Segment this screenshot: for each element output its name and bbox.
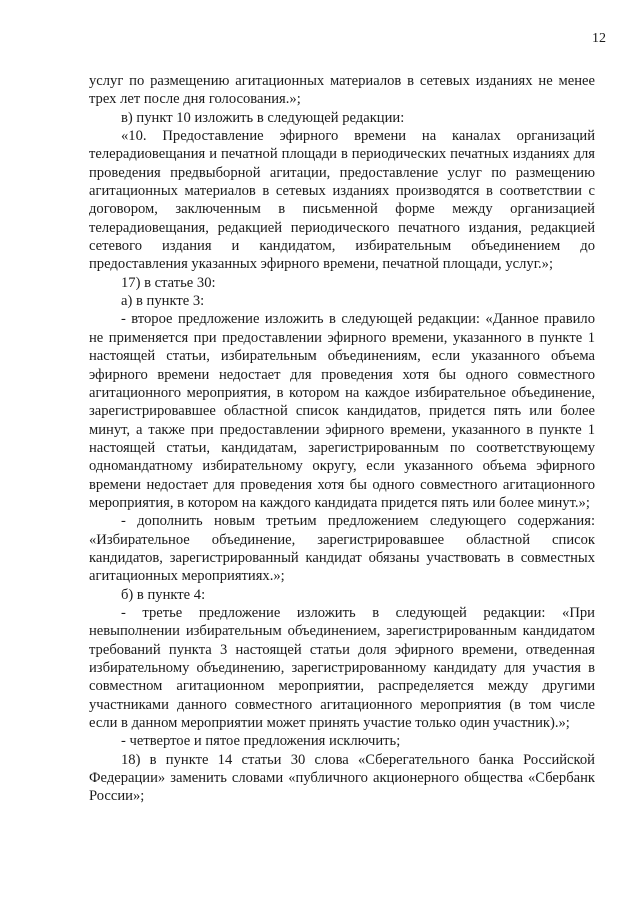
paragraph-item-v: в) пункт 10 изложить в следующей редакции: xyxy=(121,109,405,126)
page-number: 12 xyxy=(592,31,606,46)
paragraph-item-18: 18) в пункте 14 статьи 30 слова «Сберегательного банка Российской Федерации» заменить словами «публичного акционерного общества «Сбербанк России»; xyxy=(89,751,595,805)
paragraph-item-a: а) в пункте 3: xyxy=(121,293,205,310)
paragraph-third-sentence-edit: - третье предложение изложить в следующей редакции: «При невыполнении избирательным объединением, зарегистрированным кандидатом требований пункта 3 настоящей статьи доля эфирного времени, отведенная избирательному объединению, зарегистрированному кандидату для участия в совместном агитационном мероприятии, распределяется между другими участниками данного совместного агитационного мероприятия (в том числе если в данном мероприятии может принять участие только один участник).»; xyxy=(89,604,595,732)
paragraph-exclude-sentences: - четвертое и пятое предложения исключить; xyxy=(121,733,401,750)
paragraph-third-sentence-add: - дополнить новым третьим предложением следующего содержания: «Избирательное объединение, зарегистрировавшее областной список кандидатов, зарегистрированный кандидат обязаны участвовать в совместных агитационных мероприятиях.»; xyxy=(89,513,595,585)
paragraph-continuation: услуг по размещению агитационных материалов в сетевых изданиях не менее трех лет после дня голосования.»; xyxy=(89,73,595,108)
paragraph-second-sentence: - второе предложение изложить в следующей редакции: «Данное правило не применяется при предоставлении эфирного времени, указанного в пункте 1 настоящей статьи, избирательным объединениям, если указанного объема эфирного времени недостает для проведения хотя бы одного совместного агитационного мероприятия, в котором на каждое избирательное объединение, зарегистрировавшее областной список кандидатов, придется пять или более минут, а также при предоставлении эфирного времени, указанного в пункте 1 настоящей статьи, кандидатам, зарегистрированным по соответствующему одномандатному избирательному округу, если указанного объема эфирного времени недостает для проведения хотя бы одного совместного агитационного мероприятия, в котором на каждого кандидата придется пять или более минут.»; xyxy=(89,311,595,511)
paragraph-point-10-text: «10. Предоставление эфирного времени на каналах организаций телерадиовещания и печатной площади в периодических печатных изданиях для проведения предвыборной агитации, предоставление услуг по размещению агитационных материалов в сетевых изданиях производятся в соответствии с договором, заключенным в письменной форме между организацией телерадиовещания, редакцией периодического печатного издания, редакцией сетевого издания и кандидатом, избирательным объединением до предоставления указанных эфирного времени, печатной площади, услуг.»; xyxy=(89,128,595,273)
document-body xyxy=(89,72,595,806)
paragraph-item-b: б) в пункте 4: xyxy=(121,586,206,603)
paragraph-item-17: 17) в статье 30: xyxy=(121,274,216,291)
